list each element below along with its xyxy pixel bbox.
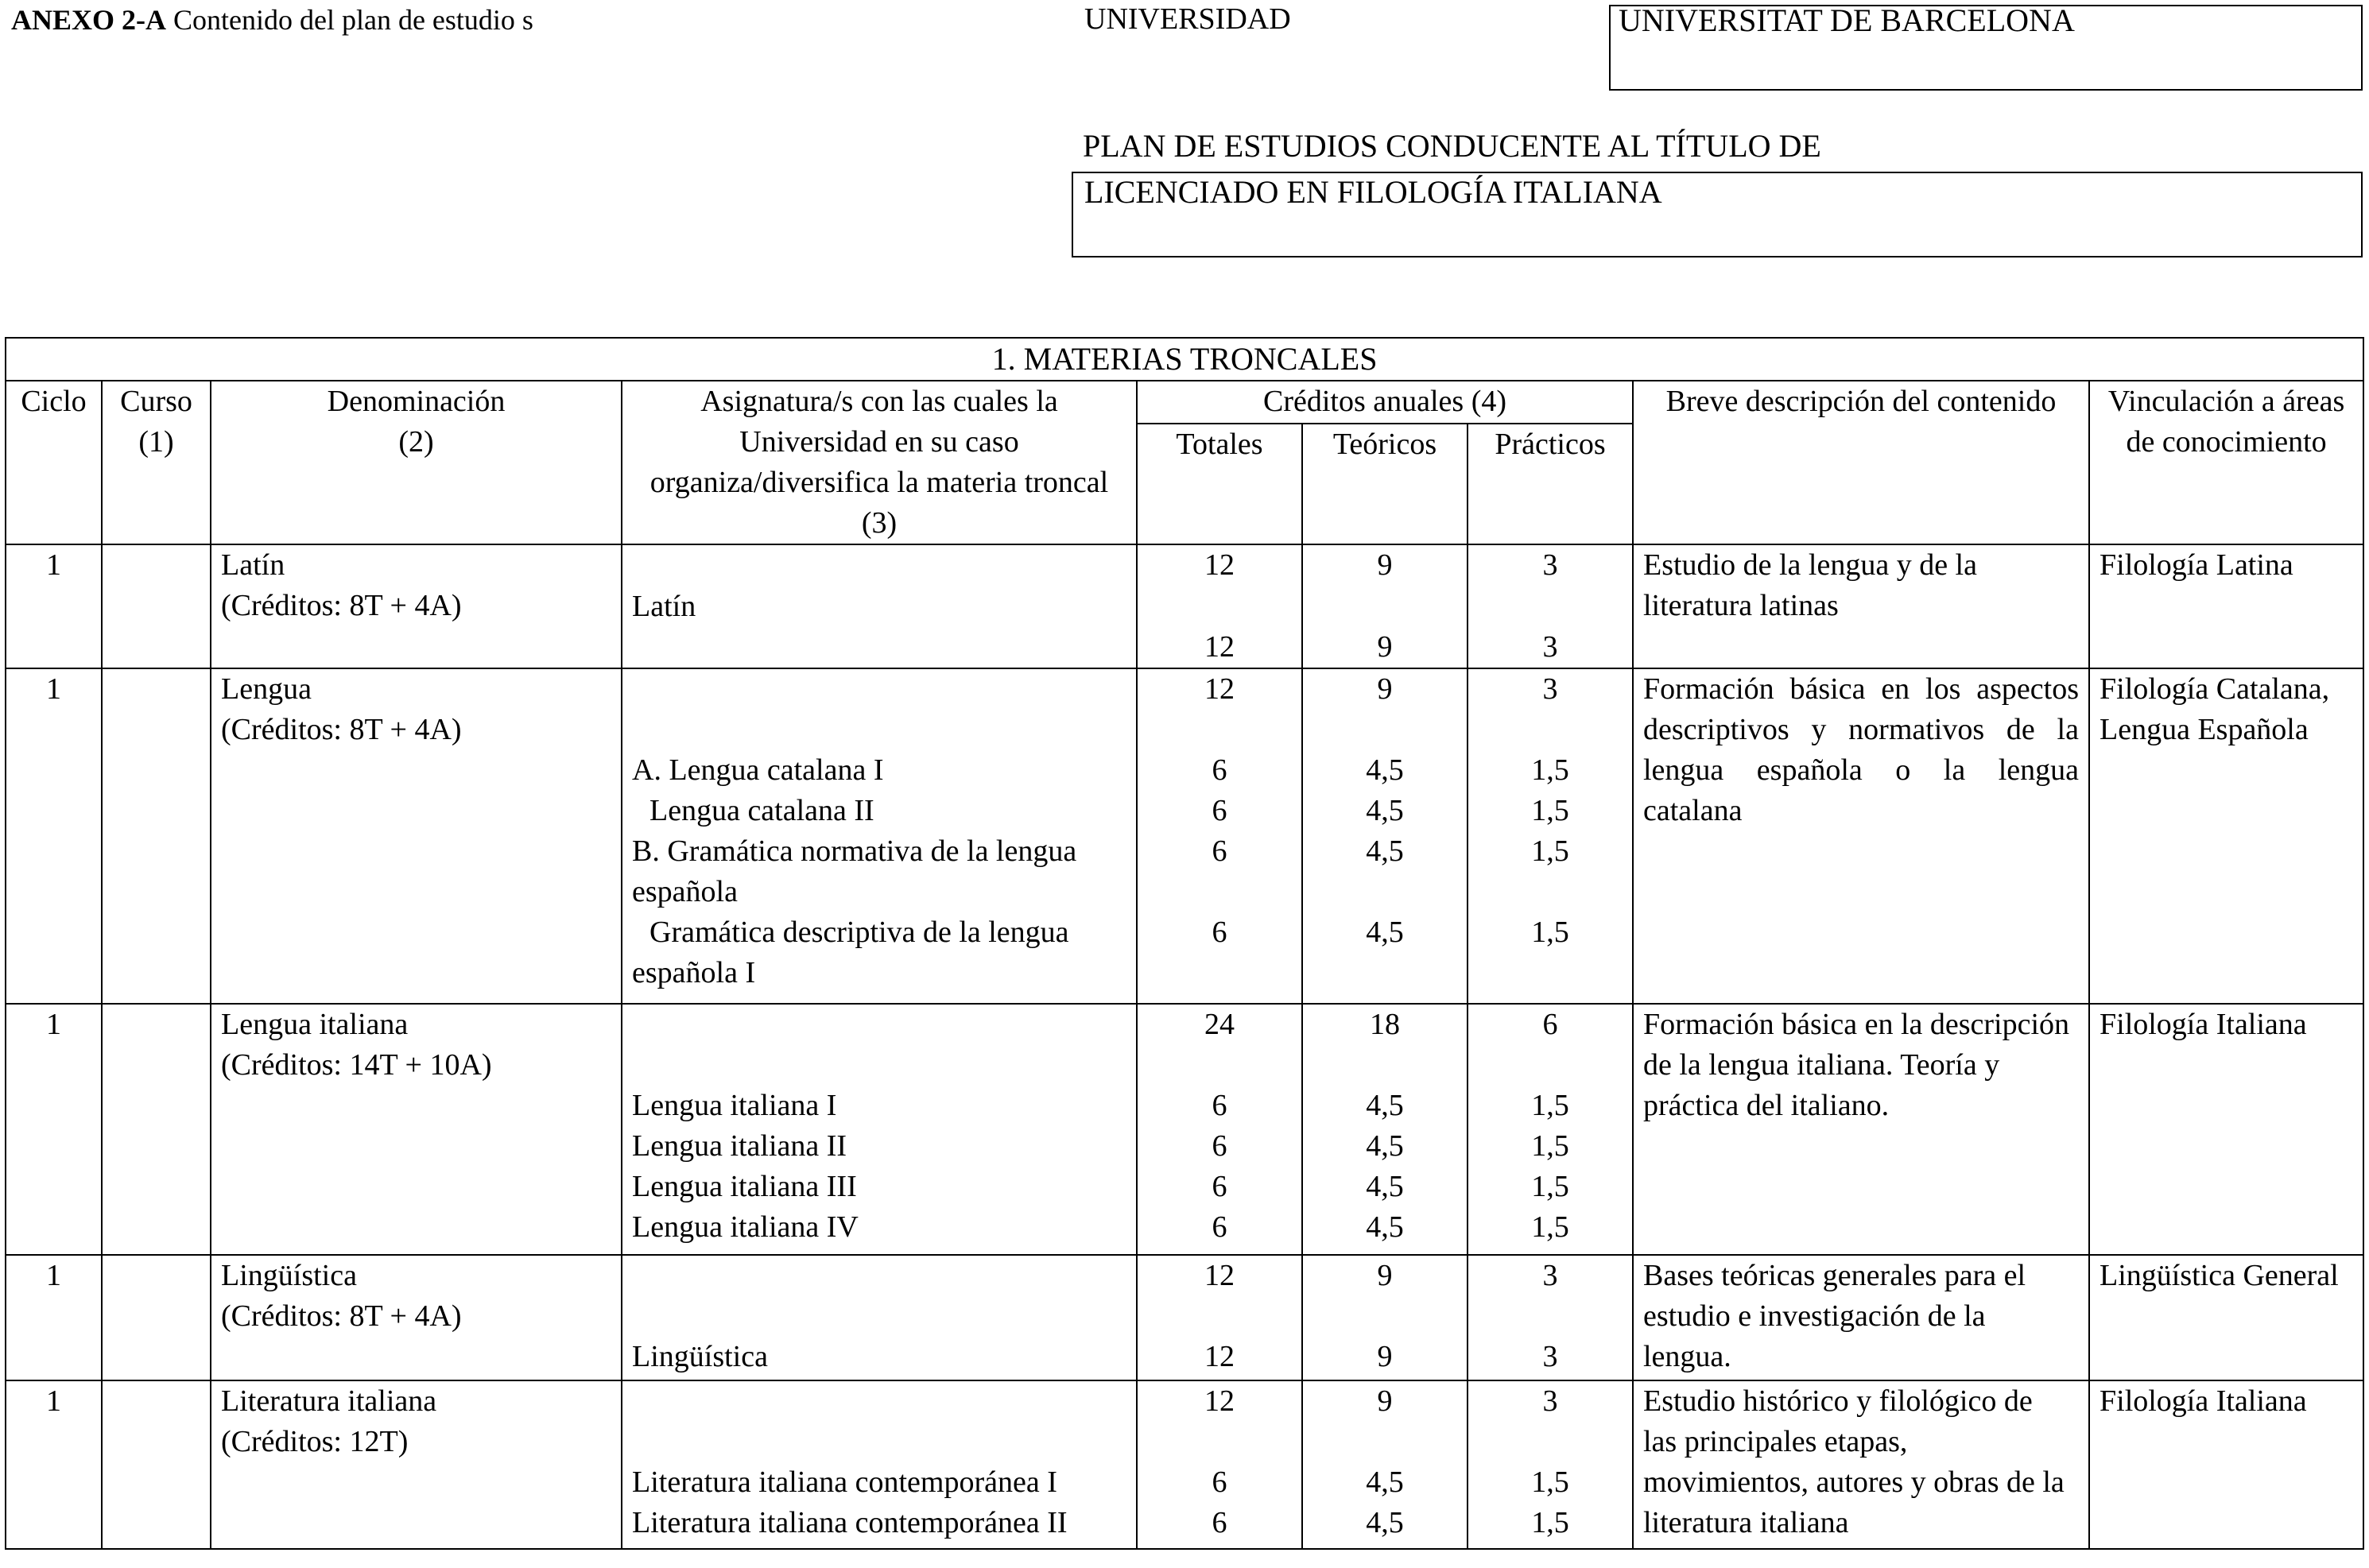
- asignatura-cell: [622, 668, 1137, 1004]
- total-prac: 3: [1542, 1259, 1558, 1292]
- total-value: 12: [1204, 672, 1235, 706]
- total-prac: 6: [1542, 1008, 1558, 1041]
- table-row: [6, 668, 2363, 1004]
- curso-cell: [102, 1255, 211, 1380]
- subject-prac: 1,5: [1531, 1089, 1569, 1122]
- teoricos-cell: [1302, 1380, 1468, 1549]
- total-teo: 9: [1377, 548, 1393, 582]
- annex-code: ANEXO 2-A: [11, 4, 166, 36]
- teoricos-cell: [1302, 1255, 1468, 1380]
- materia-name: Lengua: [221, 672, 312, 706]
- desc-line: movimientos, autores y obras de la: [1643, 1465, 2065, 1499]
- totales-cell: [1137, 544, 1302, 668]
- subject-total: 6: [1212, 753, 1227, 787]
- descripcion-cell: Formación básica en los aspectos descriptivos y normativos de la lengua española o la lengua catalana: [1633, 668, 2089, 1004]
- subject-name: B. Gramática normativa de la lengua: [632, 834, 1077, 868]
- asignatura-cell: [622, 1255, 1137, 1380]
- area-line: Lengua Española: [2100, 713, 2309, 746]
- desc-line: Estudio de la lengua y de la: [1643, 548, 1977, 582]
- total-teo: 18: [1370, 1008, 1400, 1041]
- subject-teo: 4,5: [1366, 794, 1404, 827]
- subject-name: Literatura italiana contemporánea II: [632, 1506, 1068, 1539]
- totales-cell: [1137, 1255, 1302, 1380]
- subject-total: 12: [1204, 630, 1235, 664]
- subject-name: Lingüística: [632, 1340, 768, 1373]
- total-teo: 9: [1377, 672, 1393, 706]
- subject-total: 6: [1212, 916, 1227, 949]
- col-teoricos: Teóricos: [1302, 424, 1468, 544]
- col-asignatura-line-3: organiza/diversifica la materia troncal: [649, 466, 1109, 499]
- subject-teo: 4,5: [1366, 1210, 1404, 1244]
- subject-prac: 1,5: [1531, 1506, 1569, 1539]
- ciclo-cell: 1: [6, 668, 102, 1004]
- materia-creditos: (Créditos: 8T + 4A): [221, 713, 462, 746]
- subject-total: 6: [1212, 834, 1227, 868]
- subject-name: Gramática descriptiva de la lengua: [649, 916, 1069, 949]
- column-header-row: [6, 381, 2363, 424]
- subject-teo: 4,5: [1366, 1465, 1404, 1499]
- vinculacion-cell: [2089, 1380, 2363, 1549]
- denominacion-cell: [211, 1004, 622, 1255]
- descripcion-cell: [1633, 544, 2089, 668]
- subject-name: Lengua italiana III: [632, 1170, 857, 1203]
- col-vinculacion-line-1: Vinculación a áreas: [2107, 385, 2345, 418]
- subject-teo: 9: [1377, 1340, 1393, 1373]
- university-label: UNIVERSIDAD: [1084, 2, 1291, 36]
- area-line: Filología Italiana: [2100, 1384, 2307, 1418]
- subject-teo: 4,5: [1366, 753, 1404, 787]
- ciclo-cell: 1: [6, 544, 102, 668]
- subject-total: 6: [1212, 1129, 1227, 1163]
- subject-teo: 9: [1377, 630, 1393, 664]
- practicos-cell: [1468, 668, 1633, 1004]
- col-totales: Totales: [1137, 424, 1302, 544]
- total-teo: 9: [1377, 1259, 1393, 1292]
- subject-name: A. Lengua catalana I: [632, 753, 884, 787]
- col-asignatura-line-2: Universidad en su caso: [739, 425, 1019, 459]
- subject-prac: 1,5: [1531, 1170, 1569, 1203]
- desc-line: práctica del italiano.: [1643, 1089, 1890, 1122]
- col-asignatura-line-1: Asignatura/s con las cuales la: [700, 385, 1058, 418]
- totales-cell: [1137, 1380, 1302, 1549]
- subject-teo: 4,5: [1366, 1170, 1404, 1203]
- subject-name: Lengua italiana II: [632, 1129, 847, 1163]
- col-curso-label: Curso: [120, 385, 192, 418]
- subject-teo: 4,5: [1366, 1506, 1404, 1539]
- total-value: 12: [1204, 548, 1235, 582]
- subject-prac: 1,5: [1531, 916, 1569, 949]
- subject-total: 6: [1212, 1465, 1227, 1499]
- total-value: 24: [1204, 1008, 1235, 1041]
- total-value: 12: [1204, 1259, 1235, 1292]
- materia-creditos: (Créditos: 8T + 4A): [221, 589, 462, 622]
- subject-name: Lengua catalana II: [649, 794, 874, 827]
- denominacion-cell: [211, 544, 622, 668]
- troncales-table: [5, 337, 2364, 1550]
- area-line: Filología Catalana,: [2100, 672, 2330, 706]
- subject-prac: 1,5: [1531, 794, 1569, 827]
- denominacion-cell: [211, 1255, 622, 1380]
- desc-line: de la lengua italiana. Teoría y: [1643, 1048, 2000, 1082]
- col-denominacion-note: (2): [398, 425, 434, 459]
- col-curso: [102, 381, 211, 544]
- materia-creditos: (Créditos: 12T): [221, 1425, 409, 1458]
- subject-prac: 1,5: [1531, 834, 1569, 868]
- university-name: UNIVERSITAT DE BARCELONA: [1619, 2, 2075, 38]
- subject-total: 6: [1212, 1506, 1227, 1539]
- curso-cell: [102, 668, 211, 1004]
- practicos-cell: [1468, 1004, 1633, 1255]
- col-ciclo: [6, 381, 102, 544]
- table-row: [6, 1004, 2363, 1255]
- ciclo-cell: 1: [6, 1255, 102, 1380]
- curso-cell: [102, 1004, 211, 1255]
- descripcion-cell: [1633, 1380, 2089, 1549]
- materia-creditos: (Créditos: 14T + 10A): [221, 1048, 492, 1082]
- subject-teo: 4,5: [1366, 1129, 1404, 1163]
- col-asignatura-note: (3): [861, 506, 898, 540]
- col-vinculacion: [2089, 381, 2363, 544]
- area-line: Filología Italiana: [2100, 1008, 2307, 1041]
- subject-prac: 1,5: [1531, 1465, 1569, 1499]
- total-value: 12: [1204, 1384, 1235, 1418]
- section-header-row: [6, 338, 2363, 381]
- subject-total: 6: [1212, 1210, 1227, 1244]
- teoricos-cell: [1302, 1004, 1468, 1255]
- asignatura-cell: [622, 1380, 1137, 1549]
- practicos-cell: [1468, 1255, 1633, 1380]
- denominacion-cell: [211, 1380, 622, 1549]
- desc-line: estudio e investigación de la: [1643, 1299, 1986, 1333]
- area-line: Lingüística General: [2100, 1259, 2339, 1292]
- university-box: [1609, 2, 2363, 91]
- subject-name: Latín: [632, 590, 696, 623]
- vinculacion-cell: [2089, 668, 2363, 1004]
- subject-teo: 4,5: [1366, 1089, 1404, 1122]
- ciclo-cell: 1: [6, 1380, 102, 1549]
- denominacion-cell: [211, 668, 622, 1004]
- degree-title: LICENCIADO EN FILOLOGÍA ITALIANA: [1084, 174, 1662, 210]
- section-title: 1. MATERIAS TRONCALES: [6, 338, 2363, 381]
- subject-prac: 1,5: [1531, 753, 1569, 787]
- col-denominacion: [211, 381, 622, 544]
- asignatura-cell: [622, 1004, 1137, 1255]
- subject-teo: 4,5: [1366, 916, 1404, 949]
- subject-name: Literatura italiana contemporánea I: [632, 1465, 1057, 1499]
- practicos-cell: [1468, 1380, 1633, 1549]
- area-line: Filología Latina: [2100, 548, 2293, 582]
- plan-label: PLAN DE ESTUDIOS CONDUCENTE AL TÍTULO DE: [1083, 128, 1821, 164]
- practicos-cell: [1468, 544, 1633, 668]
- col-vinculacion-line-2: de conocimiento: [2126, 425, 2327, 459]
- annex-text: Contenido del plan de estudio s: [173, 4, 533, 36]
- subject-teo: 4,5: [1366, 834, 1404, 868]
- materia-name: Lingüística: [221, 1259, 357, 1292]
- subject-prac: 3: [1542, 630, 1558, 664]
- teoricos-cell: [1302, 544, 1468, 668]
- descripcion-cell: [1633, 1004, 2089, 1255]
- desc-line: lengua.: [1643, 1340, 1731, 1373]
- descripcion-cell: [1633, 1255, 2089, 1380]
- ciclo-cell: 1: [6, 1004, 102, 1255]
- subject-name: Lengua italiana I: [632, 1089, 837, 1122]
- table-row: [6, 1255, 2363, 1380]
- col-asignatura: [622, 381, 1137, 544]
- subject-name: Lengua italiana IV: [632, 1210, 859, 1244]
- table-row: [6, 1380, 2363, 1549]
- subject-total: 12: [1204, 1340, 1235, 1373]
- subject-prac: 3: [1542, 1340, 1558, 1373]
- subject-total: 6: [1212, 1089, 1227, 1122]
- curso-cell: [102, 1380, 211, 1549]
- total-teo: 9: [1377, 1384, 1393, 1418]
- subject-name-cont: española I: [632, 956, 756, 989]
- vinculacion-cell: [2089, 1255, 2363, 1380]
- total-prac: 3: [1542, 1384, 1558, 1418]
- teoricos-cell: [1302, 668, 1468, 1004]
- annex-label: [11, 3, 533, 37]
- asignatura-cell: [622, 544, 1137, 668]
- desc-line: literatura italiana: [1643, 1506, 1849, 1539]
- col-practicos: Prácticos: [1468, 424, 1633, 544]
- subject-prac: 1,5: [1531, 1129, 1569, 1163]
- curso-cell: [102, 544, 211, 668]
- vinculacion-cell: [2089, 1004, 2363, 1255]
- materia-name: Latín: [221, 548, 285, 582]
- col-curso-note: (1): [138, 425, 174, 459]
- materia-name: Literatura italiana: [221, 1384, 437, 1418]
- col-denominacion-label: Denominación: [327, 385, 506, 418]
- degree-box: [1072, 172, 2363, 257]
- table-row: [6, 544, 2363, 668]
- desc-line: Formación básica en la descripción: [1643, 1008, 2070, 1041]
- subject-prac: 1,5: [1531, 1210, 1569, 1244]
- desc-line: literatura latinas: [1643, 589, 1839, 622]
- col-ciclo-label: Ciclo: [21, 385, 87, 418]
- totales-cell: [1137, 1004, 1302, 1255]
- desc-line: Bases teóricas generales para el: [1643, 1259, 2026, 1292]
- materia-name: Lengua italiana: [221, 1008, 409, 1041]
- vinculacion-cell: [2089, 544, 2363, 668]
- total-prac: 3: [1542, 548, 1558, 582]
- desc-line: las principales etapas,: [1643, 1425, 1908, 1458]
- subject-total: 6: [1212, 1170, 1227, 1203]
- col-descripcion: Breve descripción del contenido: [1633, 381, 2089, 544]
- subject-total: 6: [1212, 794, 1227, 827]
- materia-creditos: (Créditos: 8T + 4A): [221, 1299, 462, 1333]
- subject-name-cont: española: [632, 875, 738, 908]
- total-prac: 3: [1542, 672, 1558, 706]
- col-creditos: Créditos anuales (4): [1137, 381, 1633, 424]
- totales-cell: [1137, 668, 1302, 1004]
- desc-line: Estudio histórico y filológico de: [1643, 1384, 2033, 1418]
